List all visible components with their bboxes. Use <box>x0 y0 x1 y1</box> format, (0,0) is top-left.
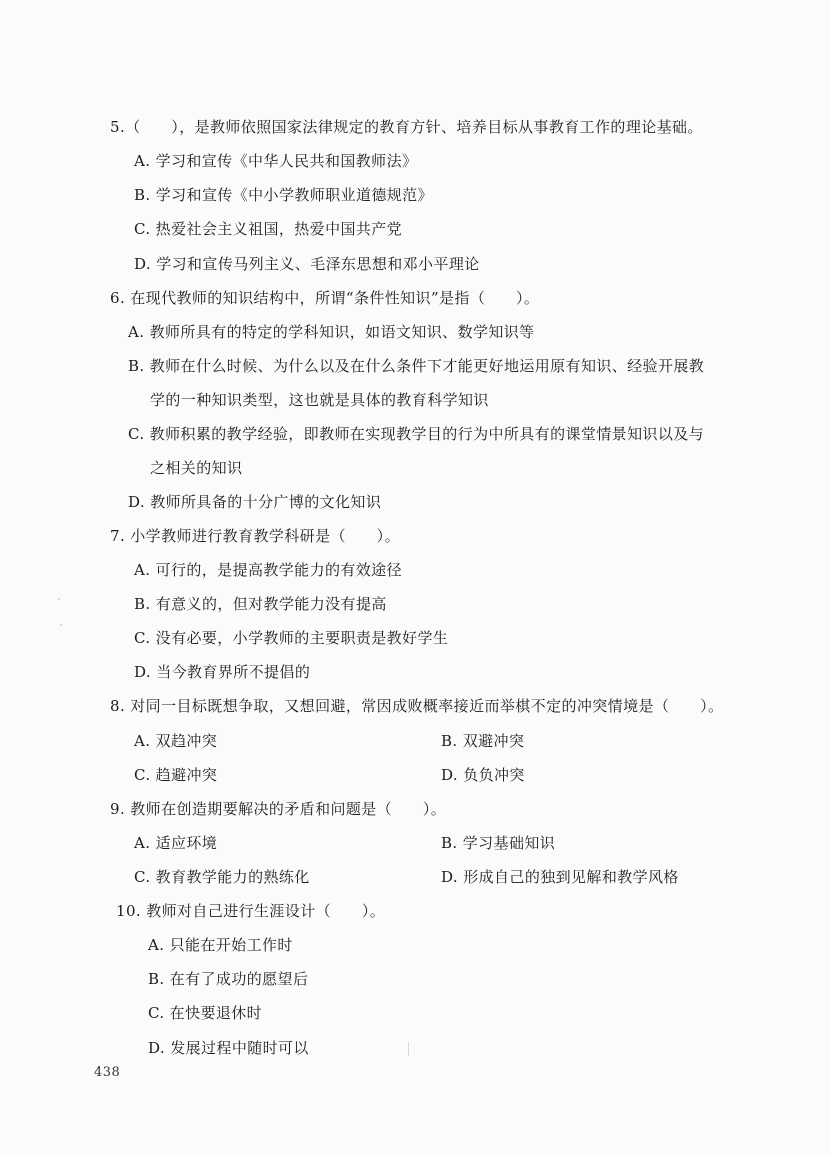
question-5-option-d: D. 学习和宣传马列主义、毛泽东思想和邓小平理论 <box>134 255 480 273</box>
question-9-option-a: A. 适应环境 <box>134 834 218 852</box>
question-10-option-d: D. 发展过程中随时可以 <box>148 1039 309 1057</box>
question-6-option-c-continued: 之相关的知识 <box>150 459 243 477</box>
page-number: 438 <box>94 1065 121 1080</box>
question-10-stem: 10. 教师对自己进行生涯设计（ ）。 <box>116 902 386 920</box>
question-9-option-c: C. 教育教学能力的熟练化 <box>134 868 310 886</box>
question-5-option-c: C. 热爱社会主义祖国，热爱中国共产党 <box>134 220 403 238</box>
question-5-option-a: A. 学习和宣传《中华人民共和国教师法》 <box>134 152 418 170</box>
question-6-option-d: D. 教师所具备的十分广博的文化知识 <box>128 493 382 511</box>
question-9-stem: 9. 教师在创造期要解决的矛盾和问题是（ ）。 <box>110 800 447 818</box>
question-8-stem: 8. 对同一目标既想争取，又想回避，常因成败概率接近而举棋不定的冲突情境是（ ）。 <box>110 697 724 715</box>
question-7-option-a: A. 可行的，是提高教学能力的有效途径 <box>134 561 402 579</box>
question-6-option-b: B. 教师在什么时候、为什么以及在什么条件下才能更好地运用原有知识、经验开展教 <box>128 357 705 375</box>
question-5-stem: 5.（ ），是教师依照国家法律规定的教育方针、培养目标从事教育工作的理论基础。 <box>110 118 703 136</box>
question-8-option-d: D. 负负冲突 <box>441 766 525 784</box>
question-5-option-b: B. 学习和宣传《中小学教师职业道德规范》 <box>134 186 433 204</box>
question-7-option-d: D. 当今教育界所不提倡的 <box>134 663 311 681</box>
question-10-option-c: C. 在快要退休时 <box>148 1004 263 1022</box>
question-6-option-c: C. 教师积累的教学经验，即教师在实现教学目的行为中所具有的课堂情景知识以及与 <box>128 425 705 443</box>
question-10-option-b: B. 在有了成功的愿望后 <box>148 970 309 988</box>
question-7-option-c: C. 没有必要，小学教师的主要职责是教好学生 <box>134 629 449 647</box>
question-9-option-b: B. 学习基础知识 <box>441 834 556 852</box>
scan-speck <box>408 1042 409 1056</box>
question-7-option-b: B. 有意义的，但对教学能力没有提高 <box>134 595 387 613</box>
scan-speck <box>60 624 62 626</box>
question-6-stem: 6. 在现代教师的知识结构中，所谓“条件性知识”是指（ ）。 <box>110 289 540 307</box>
question-8-option-b: B. 双避冲突 <box>441 732 525 750</box>
scan-speck <box>58 598 60 600</box>
question-10-option-a: A. 只能在开始工作时 <box>148 936 293 954</box>
question-6-option-b-continued: 学的一种知识类型，这也就是具体的教育科学知识 <box>150 391 489 409</box>
question-9-option-d: D. 形成自己的独到见解和教学风格 <box>441 868 679 886</box>
question-6-option-a: A. 教师所具有的特定的学科知识，如语文知识、数学知识等 <box>128 323 535 341</box>
question-8-option-a: A. 双趋冲突 <box>134 732 218 750</box>
question-7-stem: 7. 小学教师进行教育教学科研是（ ）。 <box>110 527 400 545</box>
question-8-option-c: C. 趋避冲突 <box>134 766 218 784</box>
